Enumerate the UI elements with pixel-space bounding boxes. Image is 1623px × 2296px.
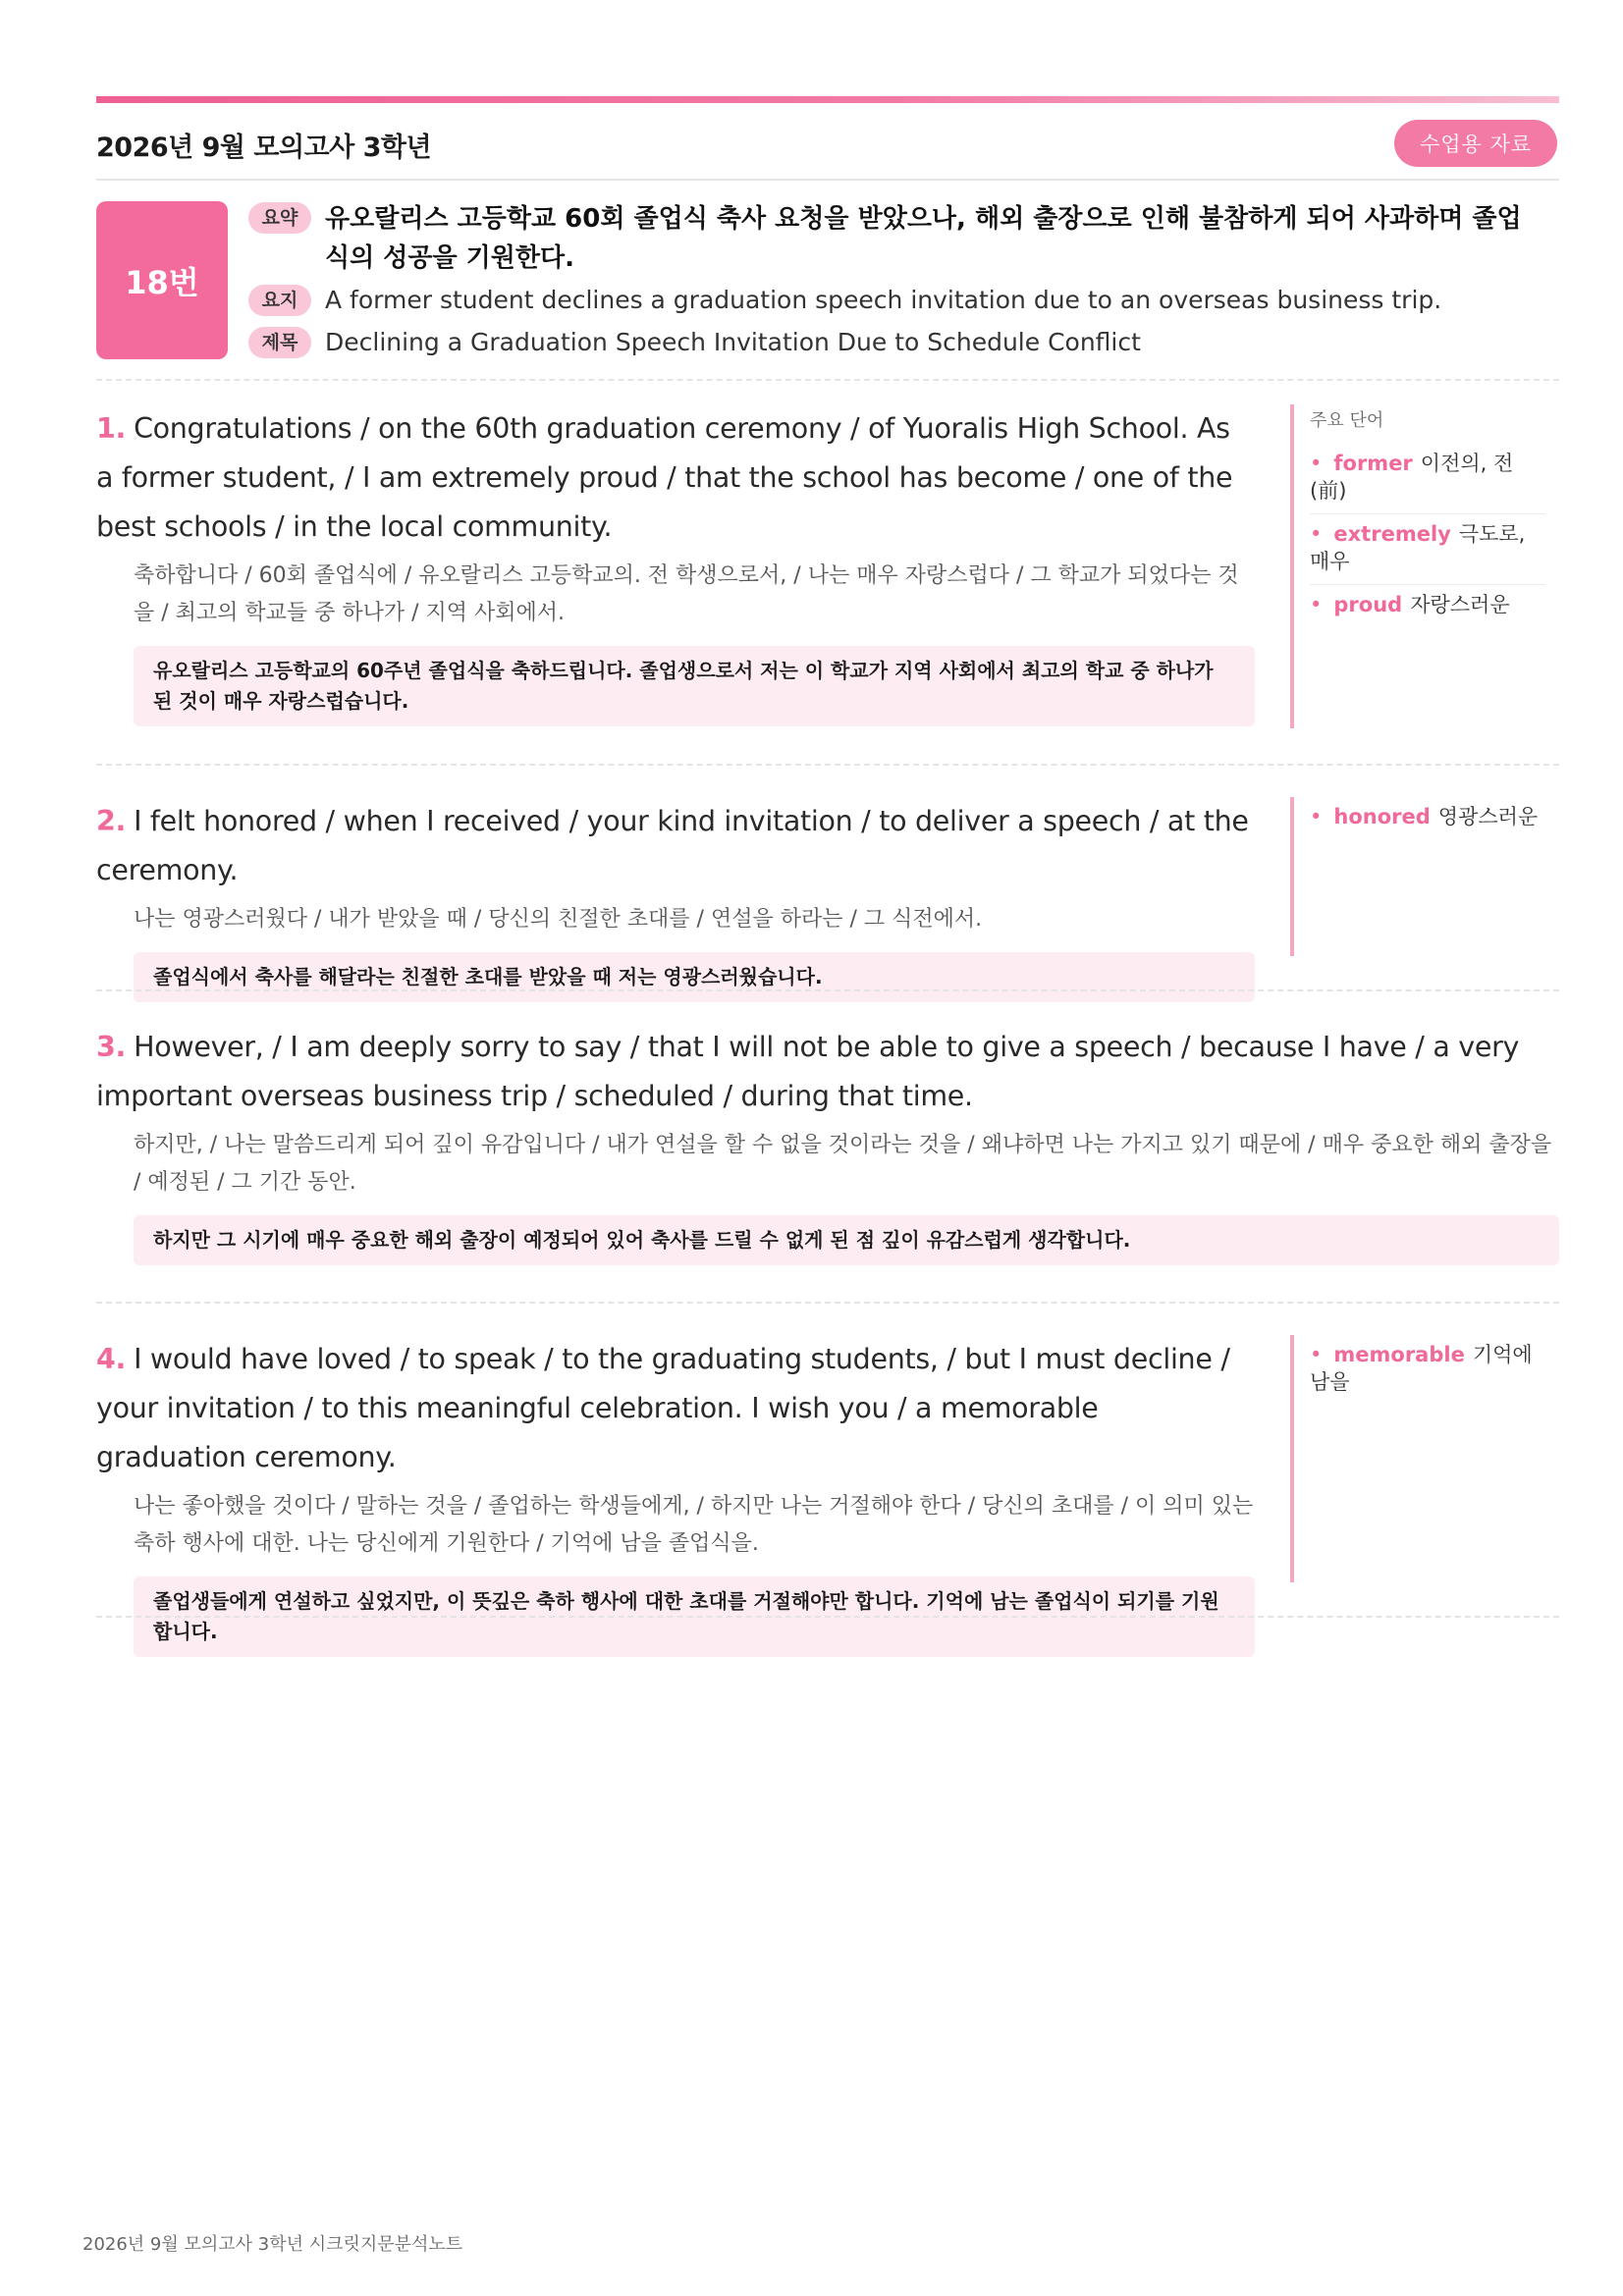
vocab-word: proud: [1333, 593, 1403, 616]
vocab-word: extremely: [1333, 522, 1451, 546]
english-sentence: [96, 797, 1255, 895]
header-divider: [96, 179, 1559, 181]
section-divider: [96, 1302, 1559, 1304]
page-footer: 2026년 9월 모의고사 3학년 시크릿지문분석노트: [82, 2234, 463, 2255]
english-text: I would have loved / to speak / to the graduating students, / but I must decline / your invitation / to this meaningful celebration. I wish you / a memorable graduation ceremony.: [96, 1343, 1230, 1473]
korean-translation: 유오랄리스 고등학교의 60주년 졸업식을 축하드립니다. 졸업생으로서 저는 이 학교가 지역 사회에서 최고의 학교 중 하나가 된 것이 매우 자랑스럽습니다.: [134, 646, 1255, 726]
section-divider: [96, 379, 1559, 381]
korean-gloss: 나는 좋아했을 것이다 / 말하는 것을 / 졸업하는 학생들에게, / 하지만 나는 거절해야 한다 / 당신의 초대를 / 이 의미 있는 축하 행사에 대한. 나는 당신에게 기원한다 / 기억에 남을 졸업식을.: [134, 1494, 1254, 1556]
vocab-column-2: [1290, 797, 1545, 956]
sentence-number: 2.: [96, 805, 127, 837]
gist-row: [248, 282, 1441, 319]
english-sentence: [96, 1335, 1255, 1482]
title-row: [248, 324, 1141, 361]
english-text: However, / I am deeply sorry to say / that I will not be able to give a speech / because I have / a very important overseas business trip / scheduled / during that time.: [96, 1031, 1520, 1112]
korean-gloss: 나는 영광스러웠다 / 내가 받았을 때 / 당신의 친절한 초대를 / 연설을 하라는 / 그 식전에서.: [134, 907, 983, 932]
title-tag: 제목: [248, 327, 311, 358]
vocab-item: [1310, 585, 1545, 627]
title-text: Declining a Graduation Speech Invitation Due to Schedule Conflict: [325, 328, 1141, 356]
sentence-block-3: [96, 1023, 1559, 1265]
korean-translation: 졸업생들에게 연설하고 싶었지만, 이 뜻깊은 축하 행사에 대한 초대를 거절해야만 합니다. 기억에 남는 졸업식이 되기를 기원합니다.: [134, 1576, 1255, 1657]
sentence-block-4: [96, 1335, 1255, 1657]
korean-translation: 졸업식에서 축사를 해달라는 친절한 초대를 받았을 때 저는 영광스러웠습니다.: [134, 952, 1255, 1002]
bullet-icon: •: [1310, 593, 1323, 616]
vocab-word: memorable: [1333, 1343, 1465, 1366]
vocab-heading: 주요 단어: [1310, 410, 1384, 431]
vocab-item: [1310, 797, 1545, 839]
section-divider: [96, 1616, 1559, 1618]
page-title: 2026년 9월 모의고사 3학년: [96, 133, 432, 163]
sentence-number: 3.: [96, 1031, 127, 1063]
section-divider: [96, 989, 1559, 991]
vocab-word: honored: [1333, 805, 1431, 828]
bullet-icon: •: [1310, 522, 1323, 546]
sentence-number: 1.: [96, 412, 127, 445]
vocab-meaning: 기억에 남을: [1310, 1343, 1533, 1394]
question-number-box: 18번: [96, 201, 228, 359]
bullet-icon: •: [1310, 452, 1323, 475]
section-divider: [96, 764, 1559, 766]
english-sentence: [96, 1023, 1559, 1121]
english-text: Congratulations / on the 60th graduation ceremony / of Yuoralis High School. As a former student, / I am extremely proud / that the school has become / one of the best schools / in the local community.: [96, 412, 1233, 543]
vocab-meaning: 자랑스러운: [1410, 593, 1510, 616]
gist-text: A former student declines a graduation speech invitation due to an overseas business trip.: [325, 286, 1442, 314]
header-accent-bar: [96, 96, 1559, 103]
korean-gloss: 축하합니다 / 60회 졸업식에 / 유오랄리스 고등학교의. 전 학생으로서, / 나는 매우 자랑스럽다 / 그 학교가 되었다는 것을 / 최고의 학교들 중 하나가 / 지역 사회에서.: [134, 563, 1239, 625]
english-text: I felt honored / when I received / your kind invitation / to deliver a speech / at the ceremony.: [96, 805, 1249, 886]
vocab-item: [1310, 1335, 1545, 1405]
vocab-item: [1310, 514, 1545, 585]
summary-row: [248, 199, 1542, 278]
sentence-number: 4.: [96, 1343, 127, 1375]
vocab-column-4: [1290, 1335, 1545, 1582]
vocab-item: [1310, 444, 1545, 514]
vocab-word: former: [1333, 452, 1413, 475]
english-sentence: [96, 404, 1255, 552]
sentence-block-2: [96, 797, 1255, 1002]
vocab-meaning: 영광스러운: [1437, 805, 1539, 828]
summary-text: 유오랄리스 고등학교 60회 졸업식 축사 요청을 받았으나, 해외 출장으로 인해 불참하게 되어 사과하며 졸업식의 성공을 기원한다.: [325, 204, 1522, 273]
korean-translation: 하지만 그 시기에 매우 중요한 해외 출장이 예정되어 있어 축사를 드릴 수 없게 된 점 깊이 유감스럽게 생각합니다.: [134, 1215, 1559, 1265]
material-badge: 수업용 자료: [1394, 120, 1557, 167]
bullet-icon: •: [1310, 1343, 1323, 1366]
vocab-column-1: [1290, 404, 1545, 728]
vocab-meaning: 극도로, 매우: [1310, 522, 1526, 573]
sentence-block-1: [96, 404, 1255, 726]
gist-tag: 요지: [248, 285, 311, 316]
summary-tag: 요약: [248, 202, 311, 234]
bullet-icon: •: [1310, 805, 1323, 828]
vocab-meaning: 이전의, 전(前): [1310, 452, 1514, 503]
korean-gloss: 하지만, / 나는 말씀드리게 되어 깊이 유감입니다 / 내가 연설을 할 수 없을 것이라는 것을 / 왜냐하면 나는 가지고 있기 때문에 / 매우 중요한 해외 출장을 / 예정된 / 그 기간 동안.: [134, 1133, 1552, 1195]
